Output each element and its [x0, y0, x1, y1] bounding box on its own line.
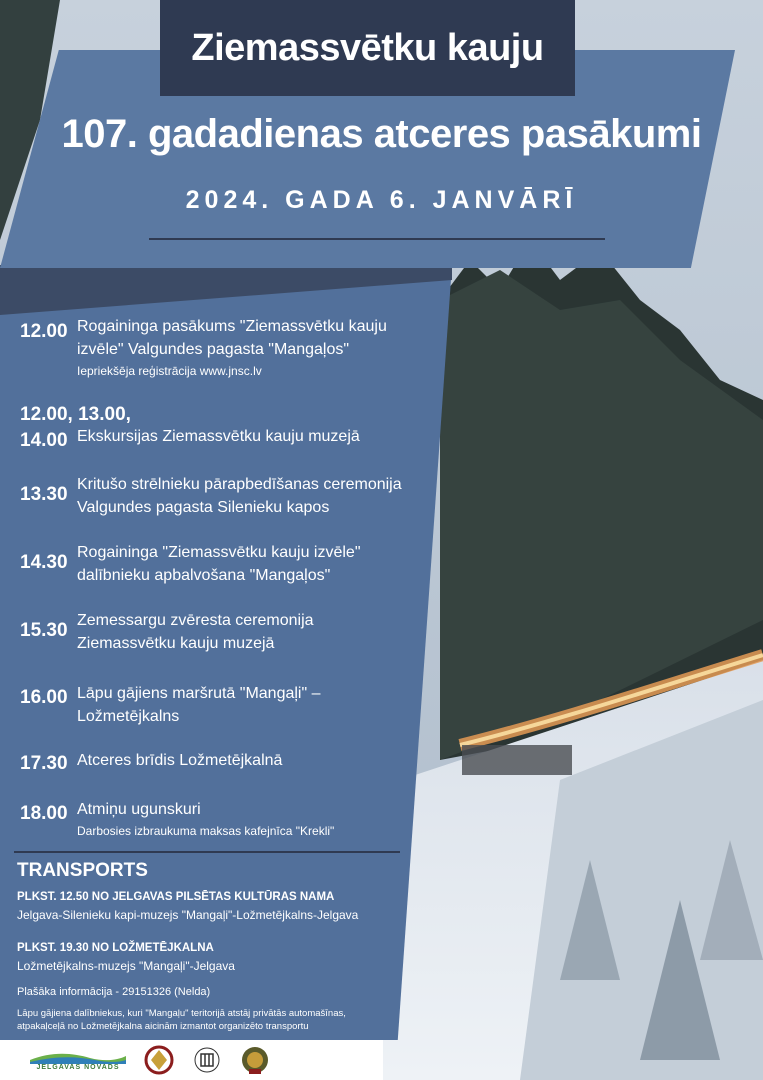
- transport-heading: TRANSPORTS: [17, 860, 148, 881]
- event-time: 17.30: [20, 753, 68, 774]
- guard-badge-icon: [240, 1045, 270, 1075]
- event-date: 2024. GADA 6. JANVĀRĪ: [185, 186, 578, 214]
- date-divider: [149, 238, 605, 240]
- page-subtitle: 107. gadadienas atceres pasākumi: [61, 112, 702, 156]
- emblem-icon: [144, 1045, 174, 1075]
- event-description: Kritušo strēlnieku pārapbedīšanas ceremonija: [77, 476, 402, 493]
- event-description: Atceres brīdis Ložmetējkalnā: [77, 752, 283, 769]
- event-description: Valgundes pagasta Silenieku kapos: [77, 499, 330, 516]
- event-description: dalībnieku apbalvošana "Mangaļos": [77, 567, 331, 584]
- event-note: Iepriekšēja reģistrācija www.jnsc.lv: [77, 364, 262, 378]
- logo-footer: [0, 1040, 383, 1080]
- transport-route-time: PLKST. 19.30 NO LOŽMETĒJKALNA: [17, 942, 214, 954]
- museum-logo-icon: [192, 1045, 222, 1075]
- event-note: Darbosies izbraukuma maksas kafejnīca "Krekli": [77, 824, 335, 838]
- event-time: 12.00: [20, 321, 68, 342]
- event-time: 12.00, 13.00,: [20, 404, 131, 425]
- event-time: 16.00: [20, 687, 68, 708]
- event-description: izvēle" Valgundes pagasta "Mangaļos": [77, 341, 350, 358]
- event-description: Ekskursijas Ziemassvētku kauju muzejā: [77, 428, 360, 445]
- event-description: Lāpu gājiens maršrutā "Mangaļi" –: [77, 685, 321, 702]
- event-description: Zemessargu zvēresta ceremonija: [77, 612, 314, 629]
- contact-info: Plašāka informācija - 29151326 (Nelda): [17, 986, 211, 998]
- transport-route-time: PLKST. 12.50 NO JELGAVAS PILSĒTAS KULTŪRAS NAMA: [17, 891, 335, 903]
- event-description: Rogaininga "Ziemassvētku kauju izvēle": [77, 544, 361, 561]
- notice-text: atpakaļceļā no Ložmetējkalna aicinām izmantot organizēto transportu: [17, 1021, 309, 1032]
- event-time: 13.30: [20, 484, 68, 505]
- event-description: Ziemassvētku kauju muzejā: [77, 635, 275, 652]
- transport-route: Ložmetējkalns-muzejs "Mangaļi"-Jelgava: [17, 959, 235, 973]
- logo-text: JELGAVAS NOVADS: [36, 1063, 120, 1071]
- wave-icon: [30, 1050, 126, 1064]
- event-time: 14.00: [20, 430, 68, 451]
- jelgavas-novads-logo: [30, 1050, 126, 1071]
- event-description: Atmiņu ugunskuri: [77, 801, 201, 818]
- event-time: 18.00: [20, 803, 68, 824]
- page-title: Ziemassvētku kauju: [160, 0, 575, 96]
- notice-text: Lāpu gājiena dalībniekus, kuri "Mangaļu" teritorijā atstāj privātās automašīnas,: [17, 1008, 346, 1019]
- event-time: 14.30: [20, 552, 68, 573]
- event-description: Ložmetējkalns: [77, 708, 180, 725]
- transport-route: Jelgava-Silenieku kapi-muzejs "Mangaļi"-Ložmetējkalns-Jelgava: [17, 908, 359, 922]
- event-description: Rogaininga pasākums "Ziemassvētku kauju: [77, 318, 387, 335]
- section-divider: [14, 851, 400, 853]
- event-time: 15.30: [20, 620, 68, 641]
